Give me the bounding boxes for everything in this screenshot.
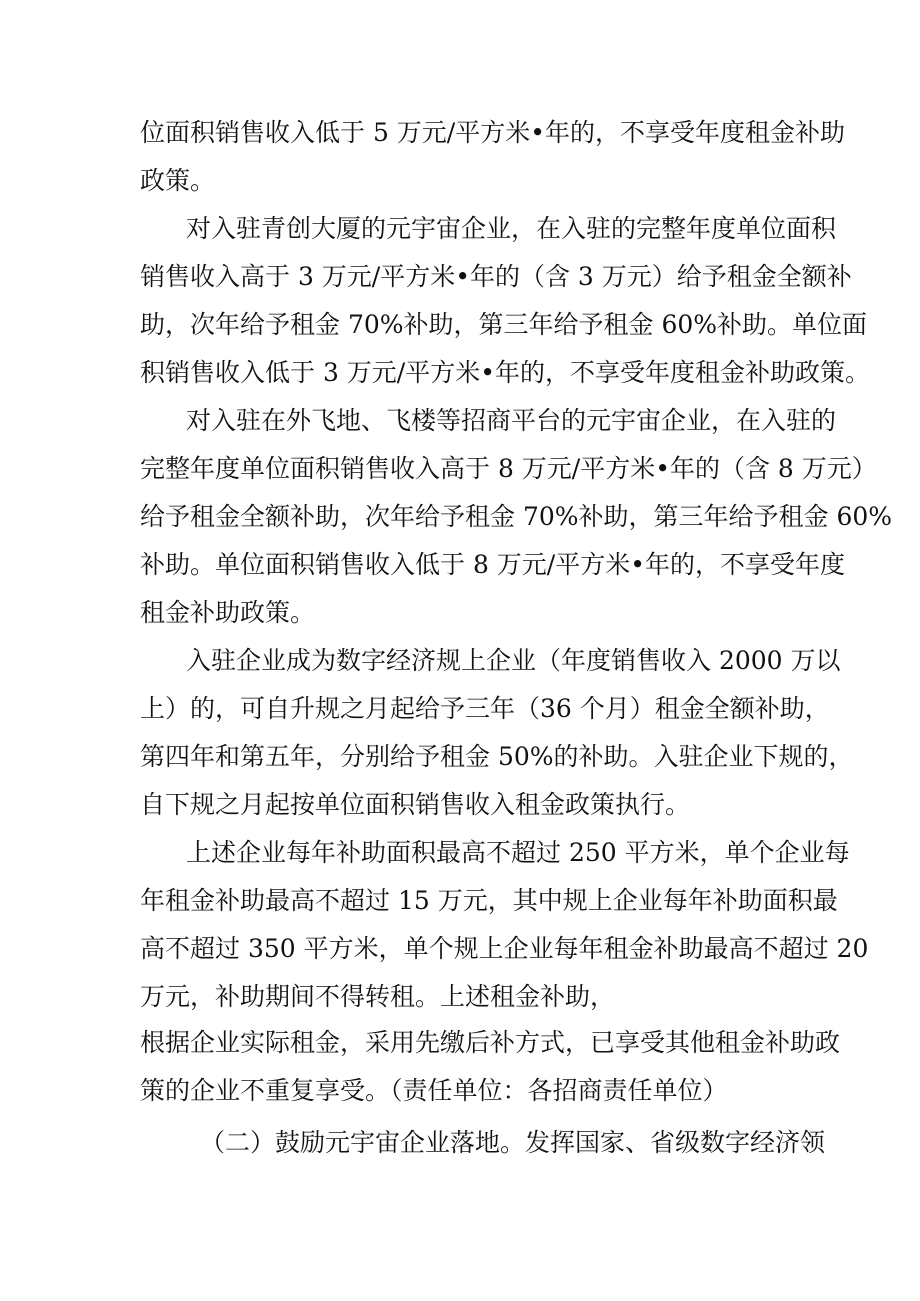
text-line: 位面积销售收入低于 5 万元/平方米•年的，不享受年度租金补助: [140, 118, 845, 147]
text-line: 对入驻青创大厦的元宇宙企业，在入驻的完整年度单位面积: [186, 214, 837, 243]
text-line: 助，次年给予租金 70%补助，第三年给予租金 60%补助。单位面: [140, 310, 868, 339]
text-line: 对入驻在外飞地、飞楼等招商平台的元宇宙企业，在入驻的: [186, 406, 837, 435]
text-line: 高不超过 350 平方米，单个规上企业每年租金补助最高不超过 20: [140, 934, 869, 963]
text-line: 积销售收入低于 3 万元/平方米•年的，不享受年度租金补助政策。: [140, 358, 870, 387]
text-line: 完整年度单位面积销售收入高于 8 万元/平方米•年的（含 8 万元）: [140, 454, 877, 483]
text-line: 上述企业每年补助面积最高不超过 250 平方米，单个企业每: [186, 838, 850, 867]
text-line: 给予租金全额补助，次年给予租金 70%补助，第三年给予租金 60%: [140, 502, 893, 531]
text-line: 第四年和第五年，分别给予租金 50%的补助。入驻企业下规的，: [140, 742, 854, 771]
text-line: 补助。单位面积销售收入低于 8 万元/平方米•年的，不享受年度: [140, 550, 845, 579]
text-line: 根据企业实际租金，采用先缴后补方式，已享受其他租金补助政: [140, 1028, 841, 1057]
text-line: 年租金补助最高不超过 15 万元，其中规上企业每年补助面积最: [140, 886, 838, 915]
text-line: 自下规之月起按单位面积销售收入租金政策执行。: [140, 790, 691, 819]
text-line: 租金补助政策。: [140, 598, 316, 627]
text-line: 上）的，可自升规之月起给予三年（36 个月）租金全额补助，: [140, 694, 830, 723]
text-line: 万元，补助期间不得转租。上述租金补助，: [140, 982, 616, 1011]
text-line: 策的企业不重复享受。（责任单位：各招商责任单位）: [140, 1076, 728, 1105]
text-line: 销售收入高于 3 万元/平方米•年的（含 3 万元）给予租金全额补: [140, 262, 852, 291]
text-line: （二）鼓励元宇宙企业落地。发挥国家、省级数字经济领: [200, 1128, 826, 1157]
text-line: 政策。: [140, 166, 216, 195]
text-line: 入驻企业成为数字经济规上企业（年度销售收入 2000 万以: [186, 646, 841, 675]
